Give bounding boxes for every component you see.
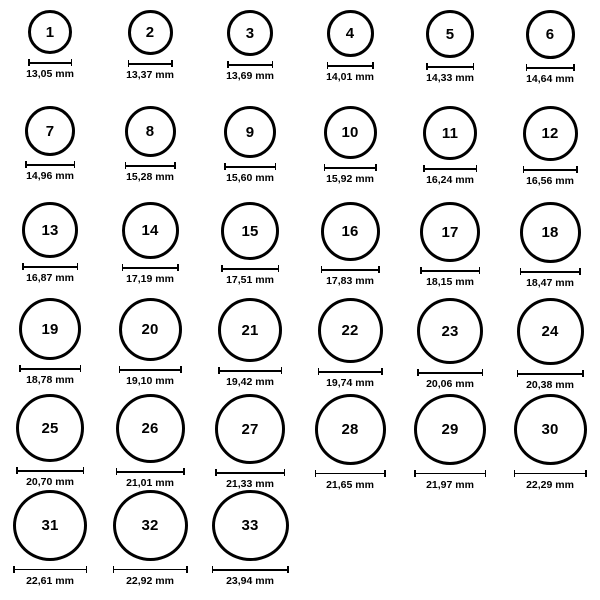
measure-bar (224, 166, 276, 168)
ring-size-cell (0, 106, 100, 202)
ring-size-cell (100, 298, 200, 394)
diameter-label: 20,70 mm (26, 476, 74, 488)
ring-circle (16, 394, 84, 462)
ring-size-number: 7 (45, 122, 55, 140)
diameter-label: 19,74 mm (326, 377, 374, 389)
measure-cap-right (284, 469, 286, 476)
measure-cap-left (218, 367, 220, 374)
ring-size-number: 26 (141, 420, 159, 437)
measure-cap-left (221, 265, 223, 272)
diameter-measure-line (315, 470, 386, 477)
ring-circle (426, 10, 474, 58)
ring-size-number: 23 (441, 322, 459, 340)
diameter-label: 15,60 mm (226, 172, 274, 184)
measure-cap-right (476, 165, 478, 172)
measure-bar (22, 266, 78, 268)
measure-cap-right (83, 467, 85, 474)
measure-bar (318, 371, 383, 373)
ring-size-number: 2 (145, 24, 155, 41)
ring-size-number: 33 (241, 517, 259, 535)
ring-size-cell (100, 106, 200, 202)
ring-circle (125, 106, 176, 157)
measure-cap-left (526, 64, 528, 71)
measure-bar (414, 473, 486, 475)
measure-bar (517, 373, 584, 375)
diameter-measure-line (526, 64, 575, 71)
measure-bar (321, 269, 380, 271)
diameter-measure-line (25, 161, 75, 168)
measure-cap-right (384, 470, 386, 477)
diameter-label: 19,10 mm (126, 375, 174, 387)
measure-cap-left (321, 266, 323, 273)
diameter-measure-line (128, 60, 173, 67)
ring-size-number: 12 (541, 125, 559, 142)
diameter-measure-line (13, 566, 87, 573)
diameter-label: 14,01 mm (326, 71, 374, 83)
ring-circle (315, 394, 386, 465)
measure-bar (327, 65, 374, 67)
measure-cap-left (19, 365, 21, 372)
measure-cap-left (414, 470, 416, 477)
measure-cap-left (116, 468, 118, 475)
ring-size-cell (300, 106, 400, 202)
measure-cap-right (275, 163, 277, 170)
ring-size-number: 27 (241, 420, 259, 438)
ring-size-cell (300, 394, 400, 490)
measure-cap-right (479, 267, 481, 274)
ring-circle (13, 490, 87, 561)
ring-circle (423, 106, 477, 160)
measure-cap-right (473, 63, 475, 70)
measure-cap-left (13, 566, 15, 573)
ring-size-cell (400, 106, 500, 202)
diameter-measure-line (327, 62, 374, 69)
measure-bar (523, 169, 578, 171)
diameter-label: 14,33 mm (426, 72, 474, 84)
measure-cap-right (77, 263, 79, 270)
measure-cap-left (22, 263, 24, 270)
ring-size-cell (200, 10, 300, 106)
ring-circle (224, 106, 276, 158)
measure-bar (16, 470, 84, 472)
measure-cap-right (287, 566, 289, 573)
measure-cap-right (174, 162, 176, 169)
ring-circle (327, 10, 374, 57)
diameter-measure-line (22, 263, 78, 270)
measure-cap-right (177, 264, 179, 271)
ring-size-cell (100, 202, 200, 298)
diameter-measure-line (28, 59, 72, 66)
measure-cap-left (122, 264, 124, 271)
measure-bar (128, 63, 173, 65)
ring-size-number: 10 (341, 124, 359, 141)
diameter-measure-line (116, 468, 185, 475)
measure-cap-right (375, 164, 377, 171)
ring-size-cell (500, 202, 600, 298)
ring-size-number: 6 (545, 26, 555, 43)
ring-size-cell (400, 298, 500, 394)
measure-cap-left (28, 59, 30, 66)
ring-size-cell (300, 298, 400, 394)
diameter-measure-line (227, 61, 273, 68)
measure-cap-right (86, 566, 88, 573)
diameter-label: 20,38 mm (526, 379, 574, 391)
diameter-measure-line (16, 467, 84, 474)
ring-size-number: 29 (441, 420, 459, 438)
ring-size-cell (300, 202, 400, 298)
diameter-label: 22,92 mm (126, 574, 174, 587)
ring-size-cell (300, 10, 400, 106)
ring-size-cell (500, 298, 600, 394)
measure-cap-right (171, 60, 173, 67)
measure-cap-left (423, 165, 425, 172)
diameter-measure-line (113, 566, 188, 573)
measure-cap-right (281, 367, 283, 374)
measure-bar (420, 270, 480, 272)
measure-bar (13, 569, 87, 571)
measure-cap-left (324, 164, 326, 171)
ring-circle (28, 10, 72, 54)
diameter-label: 17,19 mm (126, 273, 174, 285)
ring-size-number: 11 (441, 124, 459, 142)
diameter-measure-line (417, 369, 483, 376)
diameter-measure-line (318, 368, 383, 375)
measure-cap-right (71, 59, 73, 66)
measure-bar (119, 369, 182, 371)
ring-size-number: 9 (245, 123, 255, 141)
diameter-label: 17,83 mm (326, 275, 374, 287)
measure-cap-right (372, 62, 374, 69)
measure-bar (520, 271, 581, 273)
ring-circle (526, 10, 575, 59)
ring-circle (25, 106, 75, 156)
measure-bar (227, 64, 273, 66)
measure-bar (19, 368, 81, 370)
ring-size-number: 32 (141, 516, 159, 534)
measure-cap-right (582, 370, 584, 377)
ring-size-cell (100, 10, 200, 106)
ring-circle (420, 202, 480, 262)
ring-size-cell (500, 106, 600, 202)
diameter-label: 21,97 mm (426, 478, 474, 491)
diameter-label: 21,01 mm (126, 477, 174, 489)
measure-cap-right (482, 369, 484, 376)
measure-bar (514, 473, 587, 475)
ring-size-cell (0, 202, 100, 298)
ring-size-number: 24 (541, 323, 559, 340)
ring-circle (520, 202, 581, 263)
ring-size-cell (200, 202, 300, 298)
diameter-label: 13,69 mm (226, 70, 274, 82)
ring-size-cell (0, 394, 100, 490)
ring-size-number: 20 (141, 321, 159, 338)
measure-bar (315, 473, 386, 475)
diameter-label: 21,33 mm (226, 478, 274, 490)
diameter-label: 22,29 mm (526, 478, 574, 491)
diameter-label: 16,56 mm (526, 175, 574, 187)
measure-cap-left (119, 366, 121, 373)
ring-size-number: 19 (41, 320, 59, 338)
ring-circle (122, 202, 179, 259)
measure-cap-left (517, 370, 519, 377)
measure-cap-right (272, 61, 274, 68)
diameter-label: 13,37 mm (126, 69, 174, 81)
diameter-measure-line (520, 268, 581, 275)
diameter-measure-line (414, 470, 486, 477)
measure-bar (221, 268, 279, 270)
ring-circle (128, 10, 173, 55)
measure-cap-right (573, 64, 575, 71)
diameter-measure-line (19, 365, 81, 372)
ring-circle (113, 490, 188, 561)
measure-cap-left (523, 166, 525, 173)
diameter-label: 17,51 mm (226, 274, 274, 286)
measure-cap-left (113, 566, 115, 573)
ring-size-cell (200, 298, 300, 394)
measure-bar (417, 372, 483, 374)
diameter-label: 22,61 mm (26, 574, 74, 587)
diameter-label: 18,47 mm (526, 277, 574, 289)
diameter-label: 18,15 mm (426, 276, 474, 288)
measure-cap-left (125, 162, 127, 169)
measure-bar (423, 168, 477, 170)
ring-size-number: 5 (445, 25, 455, 43)
measure-cap-left (315, 470, 317, 477)
ring-size-number: 15 (241, 222, 259, 240)
ring-size-cell (200, 490, 300, 586)
diameter-label: 13,05 mm (26, 68, 74, 80)
diameter-label: 23,94 mm (226, 574, 274, 587)
measure-bar (125, 165, 176, 167)
ring-circle (324, 106, 377, 159)
diameter-measure-line (218, 367, 282, 374)
measure-bar (122, 267, 179, 269)
measure-cap-right (485, 470, 487, 477)
ring-size-number: 21 (241, 321, 259, 339)
measure-bar (215, 472, 285, 474)
measure-cap-left (514, 470, 516, 477)
measure-cap-right (378, 266, 380, 273)
measure-cap-right (180, 366, 182, 373)
measure-cap-right (576, 166, 578, 173)
diameter-measure-line (221, 265, 279, 272)
measure-bar (212, 569, 289, 571)
ring-size-number: 4 (345, 25, 355, 42)
measure-cap-left (227, 61, 229, 68)
diameter-label: 16,87 mm (26, 272, 74, 284)
ring-size-number: 18 (541, 224, 559, 241)
ring-size-number: 31 (41, 516, 59, 534)
measure-cap-right (183, 468, 185, 475)
measure-bar (324, 167, 377, 169)
measure-cap-right (579, 268, 581, 275)
measure-bar (25, 164, 75, 166)
ring-size-cell (400, 202, 500, 298)
measure-cap-left (16, 467, 18, 474)
measure-cap-right (585, 470, 587, 477)
ring-size-number: 17 (441, 223, 459, 241)
measure-cap-right (80, 365, 82, 372)
measure-bar (113, 569, 188, 571)
ring-size-cell (100, 490, 200, 586)
ring-circle (218, 298, 282, 362)
measure-cap-left (520, 268, 522, 275)
ring-circle (417, 298, 483, 364)
ring-size-number: 13 (41, 221, 59, 239)
measure-cap-left (417, 369, 419, 376)
measure-bar (28, 62, 72, 64)
ring-size-cell (400, 394, 500, 490)
ring-circle (221, 202, 279, 260)
diameter-measure-line (324, 164, 377, 171)
ring-circle (414, 394, 486, 465)
ring-circle (514, 394, 587, 465)
measure-cap-left (128, 60, 130, 67)
ring-size-cell (0, 490, 100, 586)
ring-size-number: 28 (341, 420, 359, 438)
diameter-label: 21,65 mm (326, 478, 374, 491)
ring-size-number: 1 (45, 23, 55, 41)
measure-cap-left (420, 267, 422, 274)
ring-size-number: 25 (41, 419, 59, 437)
diameter-measure-line (523, 166, 578, 173)
ring-circle (523, 106, 578, 161)
diameter-measure-line (224, 163, 276, 170)
ring-circle (215, 394, 285, 464)
ring-size-cell (400, 10, 500, 106)
diameter-label: 20,06 mm (426, 378, 474, 390)
diameter-label: 19,42 mm (226, 376, 274, 388)
diameter-measure-line (212, 566, 289, 572)
ring-size-number: 3 (245, 24, 255, 42)
ring-circle (227, 10, 273, 56)
diameter-measure-line (125, 162, 176, 169)
ring-size-cell (200, 106, 300, 202)
ring-size-number: 30 (541, 420, 559, 438)
ring-size-cell (200, 394, 300, 490)
measure-cap-right (278, 265, 280, 272)
diameter-label: 18,78 mm (26, 374, 74, 386)
diameter-measure-line (426, 63, 474, 70)
ring-size-cell (0, 10, 100, 106)
measure-cap-left (224, 163, 226, 170)
diameter-label: 14,96 mm (26, 170, 74, 182)
diameter-measure-line (215, 469, 285, 476)
ring-circle (321, 202, 380, 261)
ring-circle (19, 298, 81, 360)
measure-cap-right (74, 161, 76, 168)
ring-circle (212, 490, 289, 561)
diameter-measure-line (517, 370, 584, 377)
ring-size-cell (0, 298, 100, 394)
ring-size-number: 16 (341, 223, 359, 240)
measure-bar (116, 471, 185, 473)
ring-circle (318, 298, 383, 363)
measure-cap-left (25, 161, 27, 168)
ring-circle (116, 394, 185, 463)
diameter-measure-line (420, 267, 480, 274)
diameter-measure-line (423, 165, 477, 172)
measure-cap-left (327, 62, 329, 69)
diameter-label: 16,24 mm (426, 174, 474, 186)
ring-size-number: 14 (141, 222, 159, 239)
ring-circle (119, 298, 182, 361)
diameter-measure-line (122, 264, 179, 271)
diameter-measure-line (119, 366, 182, 373)
measure-cap-left (426, 63, 428, 70)
ring-size-number: 8 (145, 123, 155, 140)
ring-size-number: 22 (341, 322, 359, 339)
measure-cap-left (318, 368, 320, 375)
diameter-label: 14,64 mm (526, 73, 574, 85)
ring-size-cell (500, 394, 600, 490)
measure-cap-left (215, 469, 217, 476)
ring-circle (517, 298, 584, 365)
ring-size-cell (100, 394, 200, 490)
measure-cap-left (212, 566, 214, 573)
ring-size-cell (500, 10, 600, 106)
measure-cap-right (186, 566, 188, 573)
measure-bar (526, 67, 575, 69)
diameter-measure-line (321, 266, 380, 273)
diameter-measure-line (514, 470, 587, 477)
diameter-label: 15,28 mm (126, 171, 174, 183)
measure-cap-right (381, 368, 383, 375)
measure-bar (426, 66, 474, 68)
diameter-label: 15,92 mm (326, 173, 374, 185)
measure-bar (218, 370, 282, 372)
ring-circle (22, 202, 78, 258)
